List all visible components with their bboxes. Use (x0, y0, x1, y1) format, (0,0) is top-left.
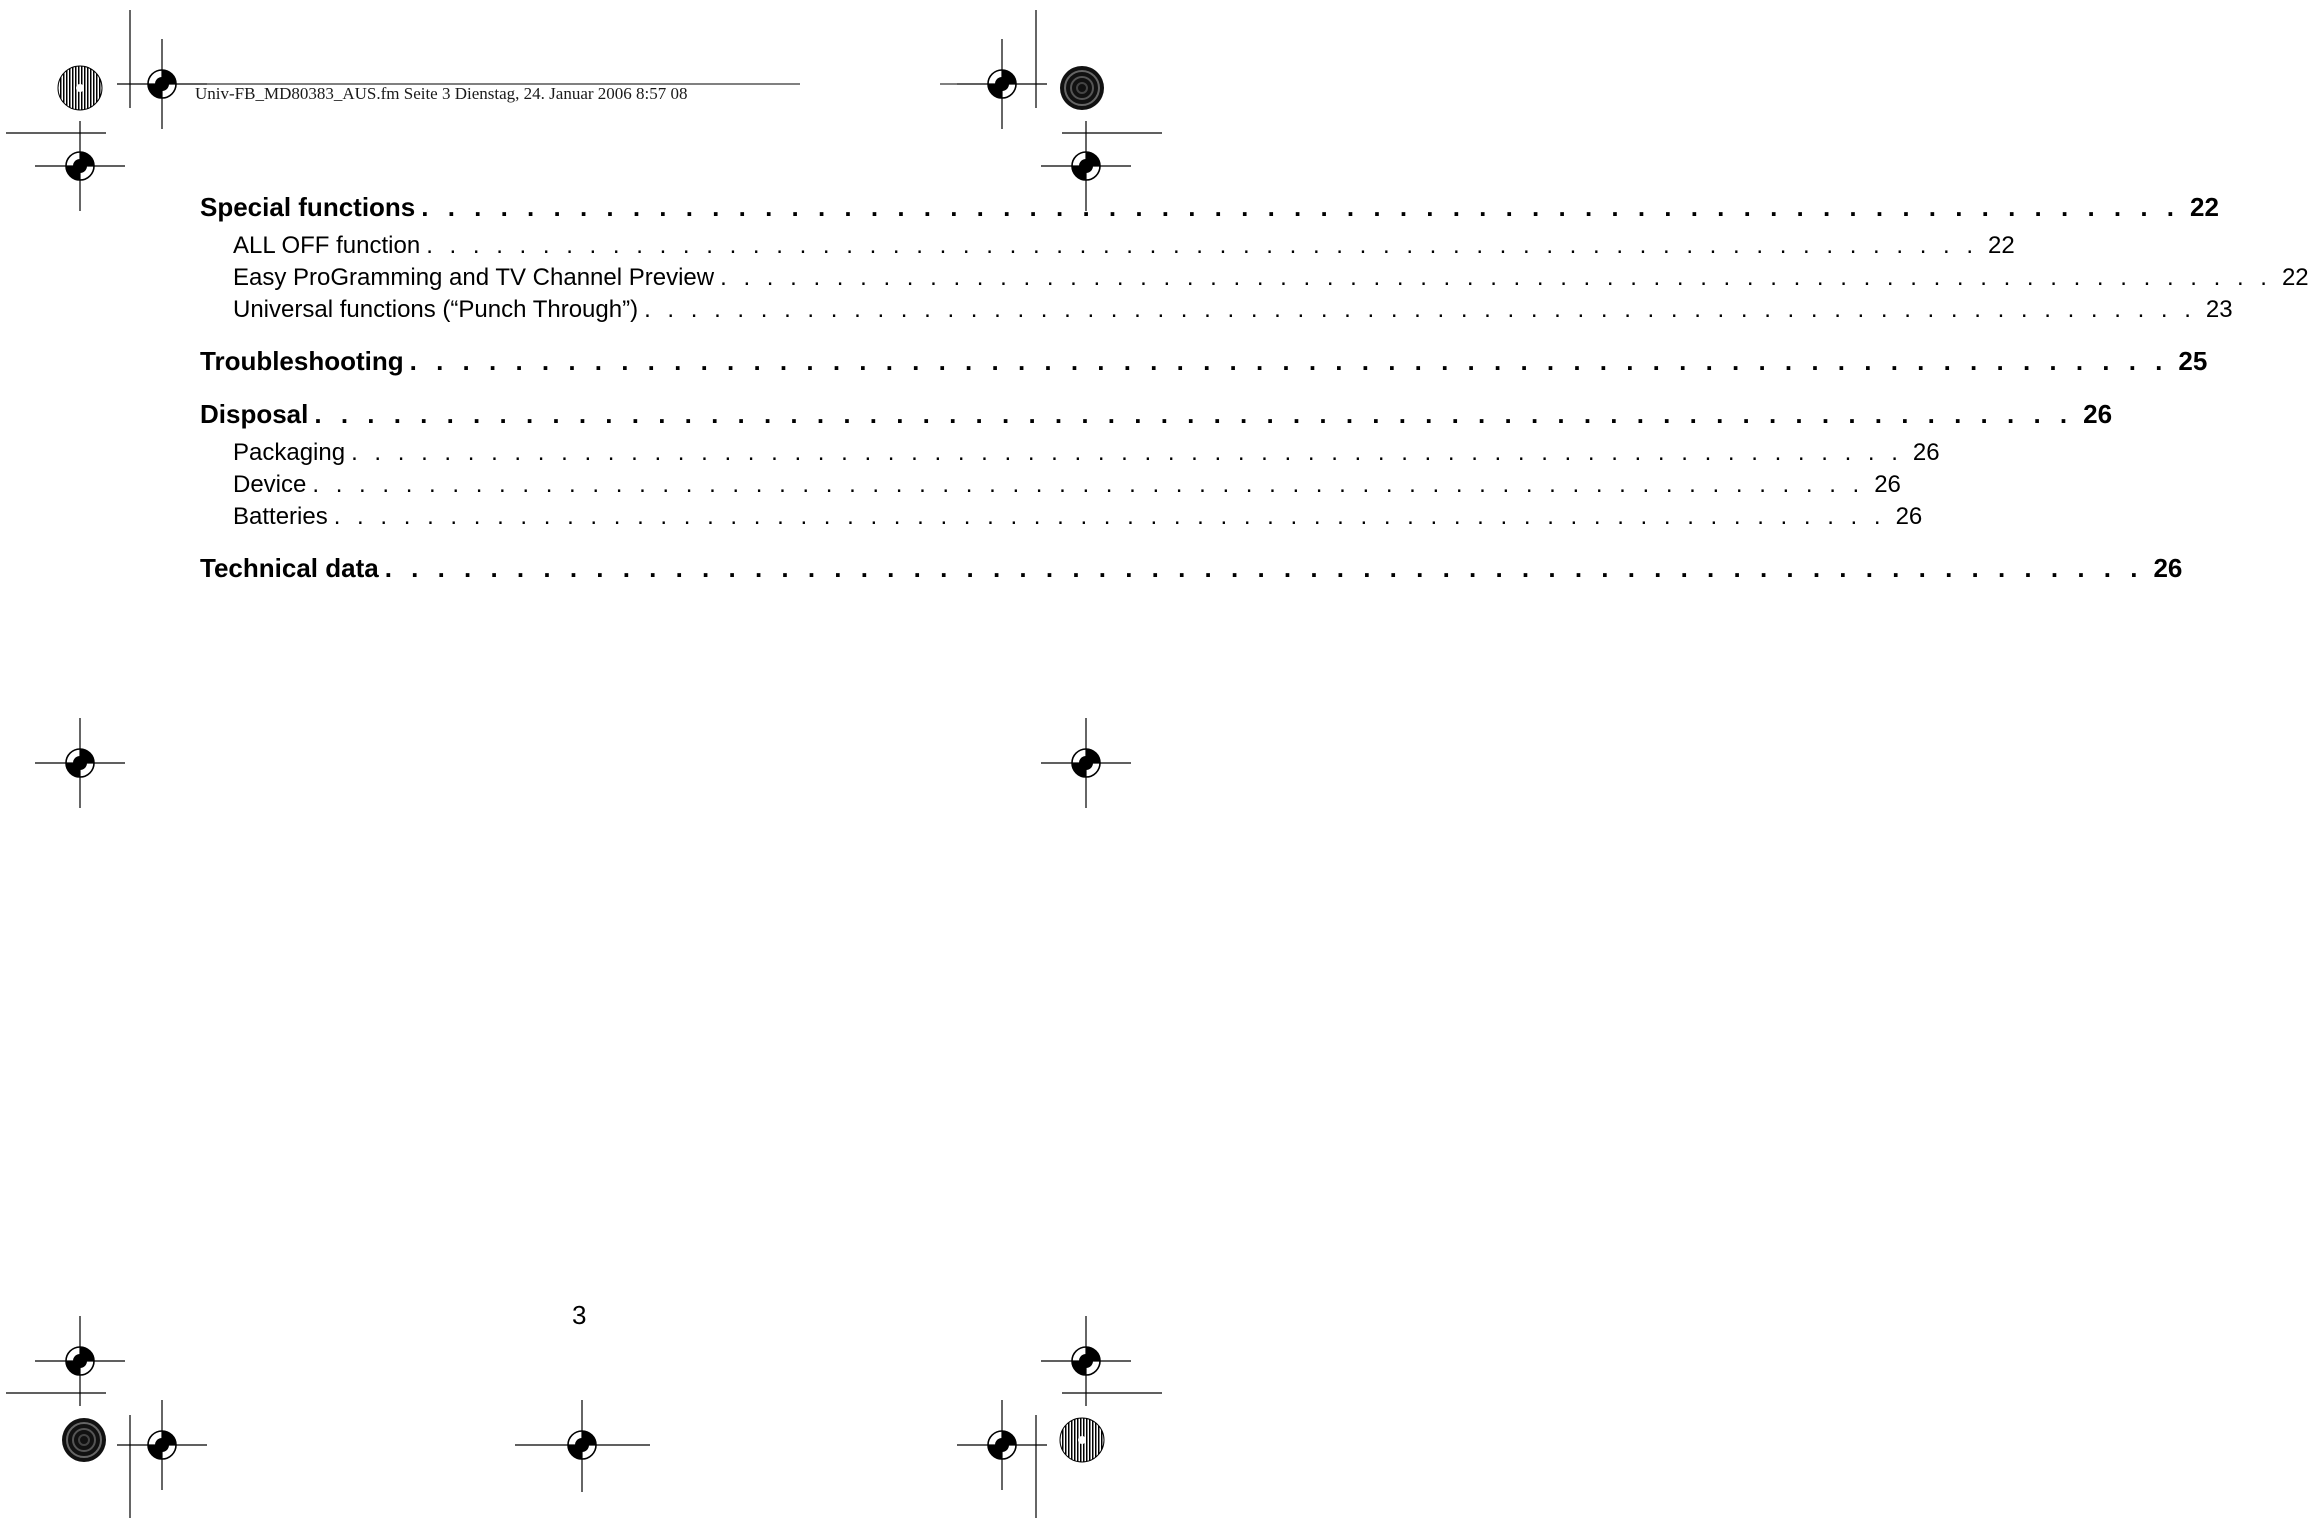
toc-entry-label: Technical data (200, 553, 379, 583)
registration-mark (957, 39, 1047, 129)
dot-leader: . . . . . . . . . . . . . . . . . . . . . . . . . . . . . . . . . . . . . . . . . . . . . . . . . . . . . . . . . . . . . . . . . . . (644, 296, 2196, 323)
toc-entry-label: Easy ProGramming and TV Channel Preview (233, 264, 715, 291)
toc-entry-page: 26 (1912, 439, 1940, 466)
dot-leader: . . . . . . . . . . . . . . . . . . . . . . . . . . . . . . . . . . . . . . . . . . . . . . . . . . . . . . . . . . . . . . . . . . . (720, 264, 2272, 291)
dot-leader: . . . . . . . . . . . . . . . . . . . . . . . . . . . . . . . . . . . . . . . . . . . . . . . . . . . . . . . . . . . . . . . . . . . (333, 503, 1886, 530)
registration-mark (957, 1400, 1047, 1490)
starburst-target-icon (58, 66, 102, 110)
dot-leader: . . . . . . . . . . . . . . . . . . . . . . . . . . . . . . . . . . . . . . . . . . . . . . . . . . . . . . . . . . . . . . . . . . . (314, 399, 2074, 429)
toc-entry-label: Disposal (200, 399, 309, 429)
toc-entry-label: Device (233, 471, 307, 498)
toc-entry-label: Packaging (233, 439, 346, 466)
toc-entry-page: 26 (1874, 471, 1901, 498)
toc-entry-label: ALL OFF function (233, 232, 421, 259)
toc-subentry (200, 503, 1923, 531)
file-info-header: Univ-FB_MD80383_AUS.fm Seite 3 Dienstag, 24. Januar 2006 8:57 08 (195, 84, 688, 103)
toc-subentry (200, 232, 2015, 260)
toc-subentry (200, 439, 1940, 467)
toc-subentry (200, 471, 1901, 499)
toc-heading-entry (200, 399, 2113, 430)
toc-subentry (200, 264, 2309, 292)
toc-subentry (200, 296, 2233, 324)
toc-entry-page: 26 (1895, 503, 1923, 530)
registration-mark (515, 1400, 650, 1492)
concentric-target-icon (62, 1418, 106, 1462)
toc-entry-page: 22 (2190, 192, 2219, 222)
dot-leader: . . . . . . . . . . . . . . . . . . . . . . . . . . . . . . . . . . . . . . . . . . . . . . . . . . . . . . . . . . . . . . . . . . . (351, 439, 1903, 466)
dot-leader: . . . . . . . . . . . . . . . . . . . . . . . . . . . . . . . . . . . . . . . . . . . . . . . . . . . . . . . . . . . . . . . . . . . (421, 192, 2181, 222)
toc-heading-entry (200, 553, 2183, 584)
registration-mark (35, 718, 125, 808)
dot-leader: . . . . . . . . . . . . . . . . . . . . . . . . . . . . . . . . . . . . . . . . . . . . . . . . . . . . . . . . . . . . . . . . . . . (409, 346, 2169, 376)
toc-entry-page: 22 (1988, 232, 2015, 259)
toc-entry-page: 23 (2205, 296, 2233, 323)
registration-mark (1041, 718, 1131, 808)
dot-leader: . . . . . . . . . . . . . . . . . . . . . . . . . . . . . . . . . . . . . . . . . . . . . . . . . . . . . . . . . . . . . . . . . . . (426, 232, 1979, 259)
concentric-target-icon (1060, 66, 1104, 110)
toc-entry-page: 25 (2178, 346, 2208, 376)
dot-leader: . . . . . . . . . . . . . . . . . . . . . . . . . . . . . . . . . . . . . . . . . . . . . . . . . . . . . . . . . . . . . . . . . . . (384, 553, 2144, 583)
page-number: 3 (572, 1300, 587, 1330)
toc-entry-label: Special functions (200, 192, 416, 222)
toc-entry-label: Troubleshooting (200, 346, 404, 376)
toc-entry-label: Batteries (233, 503, 328, 530)
toc-heading-entry (200, 346, 2208, 377)
dot-leader: . . . . . . . . . . . . . . . . . . . . . . . . . . . . . . . . . . . . . . . . . . . . . . . . . . . . . . . . . . . . . . . . . . . (312, 471, 1865, 498)
toc-entry-page: 26 (2153, 553, 2183, 583)
starburst-target-icon (1060, 1418, 1104, 1462)
toc-heading-entry (200, 192, 2219, 223)
toc-entry-page: 26 (2083, 399, 2113, 429)
toc-entry-page: 22 (2281, 264, 2309, 291)
toc-entry-label: Universal functions (“Punch Through”) (233, 296, 639, 323)
registration-mark (35, 121, 125, 211)
